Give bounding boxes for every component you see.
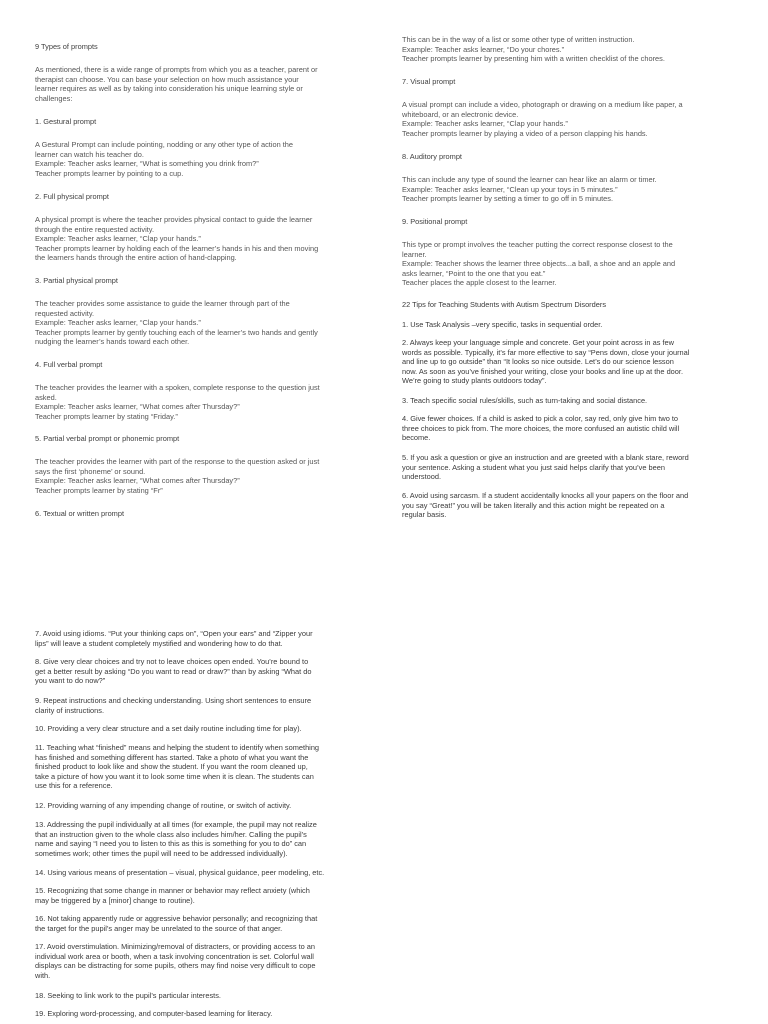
tip-item: 16. Not taking apparently rude or aggressive behavior personally; and recognizing that the target for the pupil’s anger may be unrelated to the source of that anger.: [35, 914, 318, 933]
section-heading: 7. Visual prompt: [402, 77, 456, 86]
tip-item: 1. Use Task Analysis –very specific, tasks in sequential order.: [402, 320, 603, 329]
section-body: This can include any type of sound the learner can hear like an alarm or timer. Example: Teacher asks learner, “Clean up your toys in 5 minutes.” Teacher prompts learner by setting a timer to go off in 5 minutes.: [402, 175, 657, 204]
tip-item: 3. Teach specific social rules/skills, such as turn-taking and social distance.: [402, 396, 648, 405]
tip-item: 5. If you ask a question or give an instruction and are greeted with a blank stare, reword your sentence. Asking a student what you just said helps clarify that you’ve been understood.: [402, 453, 689, 482]
section-heading: 1. Gestural prompt: [35, 117, 97, 126]
section-heading: 9. Positional prompt: [402, 217, 468, 226]
tip-item: 2. Always keep your language simple and concrete. Get your point across in as few words as possible. Typically, it’s far more effective to say “Pens down, close your journal and line up to go outside” than “It looks so nice outside. Let’s do our science lesson now. As soon as you’ve finished your writing, close your books and line up at the door. We’re going to study plants outdoors today”.: [402, 338, 690, 386]
tip-item: 9. Repeat instructions and checking understanding. Using short sentences to ensure clarity of instructions.: [35, 696, 312, 715]
section-heading: 4. Full verbal prompt: [35, 360, 103, 369]
section-body: The teacher provides some assistance to guide the learner through part of the requested activity. Example: Teacher asks learner, “Clap your hands.” Teacher prompts learner by gently touching each of the learner’s two hands and gently nudging the learner’s hands toward each other.: [35, 299, 318, 347]
section-body: The teacher provides the learner with part of the response to the question asked or just says the first ‘phoneme’ or sound. Example: Teacher asks learner, “What comes after Thursday?” Teacher prompts learner by stating “Fr”: [35, 457, 320, 495]
tip-item: 15. Recognizing that some change in manner or behavior may reflect anxiety (which may be triggered by a [minor] change to routine).: [35, 886, 310, 905]
section-heading: 3. Partial physical prompt: [35, 276, 118, 285]
section-heading: 2. Full physical prompt: [35, 192, 109, 201]
tip-item: 14. Using various means of presentation – visual, physical guidance, peer modeling, etc.: [35, 868, 325, 877]
section-body: A physical prompt is where the teacher provides physical contact to guide the learner through the entire requested activity. Example: Teacher asks learner, “Clap your hands.” Teacher prompts learner by holding each of the learner’s hands in his and then moving the learners hands through the entire action of hand-clapping.: [35, 215, 319, 263]
tip-item: 4. Give fewer choices. If a child is asked to pick a color, say red, only give him two to three choices to pick from. The more choices, the more confused an autistic child will become.: [402, 414, 680, 443]
tip-item: 11. Teaching what “finished” means and helping the student to identify when something has finished and something different has started. Take a photo of what you want the finished product to look like and show the student. If you want the room cleaned up, take a picture of how you want it to look some time when it is clean. The students can use this for a reference.: [35, 743, 320, 791]
doc-title: 9 Types of prompts: [35, 42, 98, 51]
section-body: This type or prompt involves the teacher putting the correct response closest to the learner. Example: Teacher shows the learner three objects...a ball, a shoe and an apple and asks learner, “Point to the one that you eat.” Teacher places the apple closest to the learner.: [402, 240, 676, 288]
section-heading: 5. Partial verbal prompt or phonemic prompt: [35, 434, 180, 443]
section-body: The teacher provides the learner with a spoken, complete response to the question just asked. Example: Teacher asks learner, “What comes after Thursday?” Teacher prompts learner by stating “Friday.”: [35, 383, 320, 421]
section-heading: 6. Textual or written prompt: [35, 509, 125, 518]
tip-item: 13. Addressing the pupil individually at all times (for example, the pupil may not realize that an instruction given to the whole class also includes him/her. Calling the pupil’s name and saying “I need you to listen to this as this is something for you to do” can sometimes work; other times the pupil will need to be addressed individually).: [35, 820, 317, 858]
section-continuation: This can be in the way of a list or some other type of written instruction. Example: Teacher asks learner, “Do your chores.” Teacher prompts learner by presenting him with a written checklist of the chores.: [402, 35, 665, 64]
tip-item: 10. Providing a very clear structure and a set daily routine including time for play).: [35, 724, 302, 733]
tip-item: 18. Seeking to link work to the pupil’s particular interests.: [35, 991, 221, 1000]
tip-item: 6. Avoid using sarcasm. If a student accidentally knocks all your papers on the floor and you say “Great!” you will be taken literally and this action might be repeated on a regular basis.: [402, 491, 689, 520]
tip-item: 12. Providing warning of any impending change of routine, or switch of activity.: [35, 801, 292, 810]
tip-item: 7. Avoid using idioms. “Put your thinking caps on”, “Open your ears” and “Zipper your lips” will leave a student completely mystified and wondering how to do that.: [35, 629, 313, 648]
intro-paragraph: As mentioned, there is a wide range of prompts from which you as a teacher, parent or therapist can choose. You can base your selection on how much assistance your learner requires as well as by taking into consideration his unique learning style or challenges:: [35, 65, 318, 103]
tips-title: 22 Tips for Teaching Students with Autism Spectrum Disorders: [402, 300, 607, 309]
section-heading: 8. Auditory prompt: [402, 152, 462, 161]
section-body: A visual prompt can include a video, photograph or drawing on a medium like paper, a whiteboard, or an electronic device. Example: Teacher asks learner, “Clap your hands.” Teacher prompts learner by playing a video of a person clapping his hands.: [402, 100, 683, 138]
tip-item: 17. Avoid overstimulation. Minimizing/removal of distracters, or providing access to an individual work area or booth, when a task involving concentration is set. Colorful wall displays can be distracting for some pupils, others may find noise very difficult to cope with.: [35, 942, 316, 980]
tip-item: 19. Exploring word-processing, and computer-based learning for literacy.: [35, 1009, 273, 1018]
section-body: A Gestural Prompt can include pointing, nodding or any other type of action the learner can watch his teacher do. Example: Teacher asks learner, “What is something you drink from?” Teacher prompts learner by pointing to a cup.: [35, 140, 294, 178]
tip-item: 8. Give very clear choices and try not to leave choices open ended. You’re bound to get a better result by asking “Do you want to read or draw?” than by asking “What do you want to do now?”: [35, 657, 312, 686]
